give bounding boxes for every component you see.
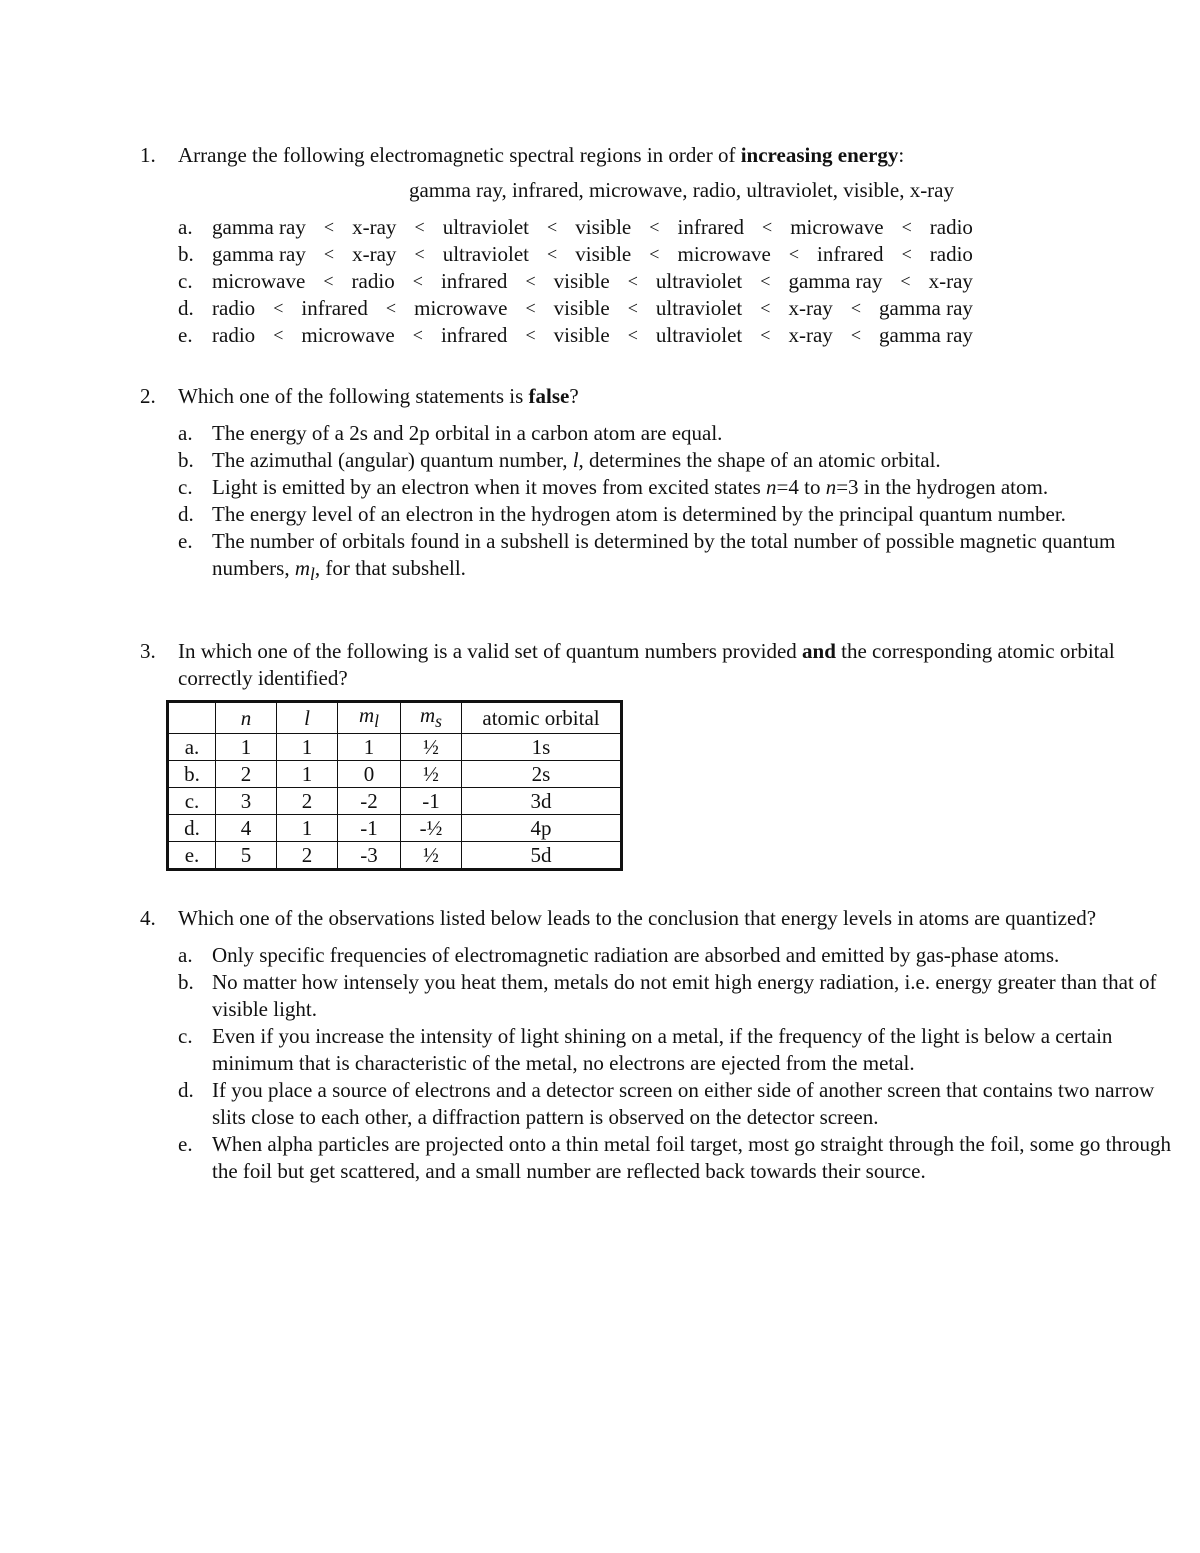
option-c[interactable]: c. Even if you increase the intensity of light shining on a metal, if the frequency of the light is below a certain minimum that is characteristic of the metal, no electrons are ejected from the metal. <box>178 1024 1113 1075</box>
spectral-region: x-ray <box>788 296 833 320</box>
energy-order-chain <box>212 268 973 295</box>
option-b[interactable]: b. gamma ray < x-ray < ultraviolet < visible < microwave < infrared < radio <box>178 242 973 266</box>
spectral-region: infrared <box>440 269 508 293</box>
option-text: Only specific frequencies of electromagnetic radiation are absorbed and emitted by gas-phase atoms. <box>212 943 1060 967</box>
option-b[interactable]: b. No matter how intensely you heat them, metals do not emit high energy radiation, i.e. energy greater than that of visible light. <box>178 970 1157 1021</box>
question-2 <box>140 383 1185 588</box>
spectral-region: x-ray <box>352 242 397 266</box>
option-text: If you place a source of electrons and a detector screen on either side of another screen that contains two narrow slits close to each other, a diffraction pattern is observed on the detector screen. <box>212 1078 1155 1129</box>
spectral-region: ultraviolet <box>655 269 743 293</box>
less-than-symbol: < <box>627 271 638 291</box>
option-d[interactable]: d. If you place a source of electrons and a detector screen on either side of another screen that contains two narrow slits close to each other, a diffraction pattern is observed on the detector screen. <box>178 1078 1155 1129</box>
question-4 <box>140 905 1185 1185</box>
less-than-symbol: < <box>649 244 660 264</box>
spectral-region: gamma ray <box>879 296 973 320</box>
less-than-symbol: < <box>901 244 912 264</box>
spectral-region: radio <box>212 296 256 320</box>
less-than-symbol: < <box>649 217 660 237</box>
option-d[interactable]: d. The energy level of an electron in the hydrogen atom is determined by the principal quantum number. <box>178 502 1066 526</box>
less-than-symbol: < <box>414 244 425 264</box>
spectral-region: gamma ray <box>788 269 883 293</box>
spectral-region: microwave <box>677 242 771 266</box>
question-number: 1. <box>140 143 156 167</box>
emphasis: false <box>528 384 570 408</box>
less-than-symbol: < <box>900 271 911 291</box>
variable-n: n <box>766 475 777 499</box>
option-text: When alpha particles are projected onto a thin metal foil target, most go straight through the foil, some go through the foil but get scattered, and a small number are reflected back towards their source. <box>212 1132 1171 1183</box>
less-than-symbol: < <box>850 298 861 318</box>
spectral-region: x-ray <box>928 269 973 293</box>
question-number: 3. <box>140 639 156 663</box>
spectral-region: visible <box>553 269 610 293</box>
spectral-region: ultraviolet <box>655 296 743 320</box>
less-than-symbol: < <box>547 217 558 237</box>
option-text: The energy level of an electron in the hydrogen atom is determined by the principal quantum number. <box>212 502 1066 526</box>
spectral-region: visible <box>575 242 632 266</box>
energy-order-chain <box>212 295 973 322</box>
option-text: No matter how intensely you heat them, metals do not emit high energy radiation, i.e. energy greater than that of visible light. <box>212 970 1157 1021</box>
option-text: The energy of a 2s and 2p orbital in a carbon atom are equal. <box>212 421 723 445</box>
energy-order-chain <box>212 241 973 268</box>
energy-order-chain <box>212 322 973 349</box>
spectral-region: microwave <box>212 269 306 293</box>
spectral-region: ultraviolet <box>442 215 529 239</box>
spectral-region: visible <box>575 215 632 239</box>
spectral-region: radio <box>351 269 395 293</box>
spectral-region: gamma ray <box>212 215 306 239</box>
spectral-region: x-ray <box>352 215 397 239</box>
table-row[interactable]: a. 1 1 1 ½ 1s <box>168 734 622 761</box>
spectral-region: gamma ray <box>879 323 973 347</box>
option-c[interactable]: c. Light is emitted by an electron when it moves from excited states n=4 to n=3 in the hydrogen atom. <box>178 475 1049 499</box>
spectral-region: infrared <box>440 323 508 347</box>
spectral-region: microwave <box>301 323 395 347</box>
question-3 <box>140 638 1185 871</box>
less-than-symbol: < <box>385 298 397 318</box>
less-than-symbol: < <box>901 217 912 237</box>
question-3-stem: 3. In which one of the following is a valid set of quantum numbers provided and the corresponding atomic orbital correctly identified? <box>140 639 1115 690</box>
option-e[interactable]: e. radio < microwave < infrared < visible < ultraviolet < x-ray < gamma ray <box>178 323 973 347</box>
less-than-symbol: < <box>627 298 638 318</box>
question-2-stem: 2. Which one of the following statements is false? <box>140 384 579 408</box>
spectral-region: x-ray <box>788 323 833 347</box>
spectral-region: microwave <box>414 296 508 320</box>
variable-ml: m <box>294 556 310 580</box>
less-than-symbol: < <box>788 244 799 264</box>
less-than-symbol: < <box>273 298 284 318</box>
option-a[interactable]: a. gamma ray < x-ray < ultraviolet < visible < infrared < microwave < radio <box>178 215 973 239</box>
option-b[interactable]: b. The azimuthal (angular) quantum number, l, determines the shape of an atomic orbital. <box>178 448 941 472</box>
question-1 <box>140 142 1185 349</box>
spectral-region: microwave <box>790 215 884 239</box>
header-atomic-orbital: atomic orbital <box>462 702 622 734</box>
less-than-symbol: < <box>762 217 773 237</box>
table-header-row <box>168 702 622 734</box>
less-than-symbol: < <box>412 325 423 345</box>
less-than-symbol: < <box>760 298 771 318</box>
less-than-symbol: < <box>323 271 334 291</box>
spectral-region: radio <box>212 323 256 347</box>
header-l: l <box>277 702 338 734</box>
table-row[interactable]: d. 4 1 -1 -½ 4p <box>168 815 622 842</box>
spectral-regions-list: gamma ray, infrared, microwave, radio, ultraviolet, visible, x-ray <box>408 178 954 202</box>
option-text: Even if you increase the intensity of light shining on a metal, if the frequency of the light is below a certain minimum that is characteristic of the metal, no electrons are ejected from the metal. <box>212 1024 1113 1075</box>
less-than-symbol: < <box>412 271 423 291</box>
spectral-region: infrared <box>677 215 744 239</box>
table-row[interactable]: c. 3 2 -2 -1 3d <box>168 788 622 815</box>
option-e[interactable]: e. When alpha particles are projected onto a thin metal foil target, most go straight through the foil, some go through the foil but get scattered, and a small number are reflected back towards their source. <box>178 1132 1171 1183</box>
spectral-region: infrared <box>301 296 368 320</box>
spectral-region: ultraviolet <box>442 242 529 266</box>
spectral-region: radio <box>929 215 973 239</box>
spectral-region: infrared <box>817 242 884 266</box>
emphasis: and <box>802 639 836 663</box>
less-than-symbol: < <box>323 217 335 237</box>
less-than-symbol: < <box>760 271 771 291</box>
spectral-region: gamma ray <box>212 242 306 266</box>
option-a[interactable]: a. Only specific frequencies of electromagnetic radiation are absorbed and emitted by gas-phase atoms. <box>178 943 1060 967</box>
spectral-region: ultraviolet <box>655 323 743 347</box>
header-ml: $m_l$ <box>338 702 401 734</box>
less-than-symbol: < <box>525 298 536 318</box>
spectral-region: visible <box>553 296 610 320</box>
less-than-symbol: < <box>414 217 425 237</box>
question-1-stem: 1. Arrange the following electromagnetic spectral regions in order of increasing energy: <box>140 143 905 167</box>
question-4-stem: 4. Which one of the observations listed below leads to the conclusion that energy levels in atoms are quantized? <box>140 906 1097 930</box>
spectral-region: visible <box>553 323 610 347</box>
header-n: n <box>216 702 277 734</box>
energy-order-chain <box>212 214 973 241</box>
table-row[interactable]: b. 2 1 0 ½ 2s <box>168 761 622 788</box>
question-1-options <box>140 214 1185 349</box>
less-than-symbol: < <box>850 325 861 345</box>
less-than-symbol: < <box>323 244 335 264</box>
question-number: 4. <box>140 906 156 930</box>
question-number: 2. <box>140 384 156 408</box>
option-e[interactable]: e. The number of orbitals found in a subshell is determined by the total number of possible magnetic quantum numbers, $m_l$, for that subshell. <box>178 529 1116 585</box>
table-row[interactable]: e. 5 2 -3 ½ 5d <box>168 842 622 870</box>
less-than-symbol: < <box>627 325 638 345</box>
less-than-symbol: < <box>525 271 536 291</box>
less-than-symbol: < <box>525 325 536 345</box>
less-than-symbol: < <box>760 325 771 345</box>
less-than-symbol: < <box>547 244 558 264</box>
option-c[interactable]: c. microwave < radio < infrared < visible < ultraviolet < gamma ray < x-ray <box>178 269 973 293</box>
question-2-options <box>140 420 1185 588</box>
less-than-symbol: < <box>273 325 284 345</box>
spectral-region: radio <box>929 242 973 266</box>
option-a[interactable]: a. The energy of a 2s and 2p orbital in a carbon atom are equal. <box>178 421 723 445</box>
variable-n: n <box>825 475 837 499</box>
emphasis: increasing energy <box>740 143 899 167</box>
option-d[interactable]: d. radio < infrared < microwave < visible < ultraviolet < x-ray < gamma ray <box>178 296 973 320</box>
quantum-numbers-table <box>166 700 623 871</box>
variable-l: l <box>572 448 579 472</box>
header-ms: $m_s$ <box>401 702 462 734</box>
question-4-options <box>140 942 1185 1185</box>
